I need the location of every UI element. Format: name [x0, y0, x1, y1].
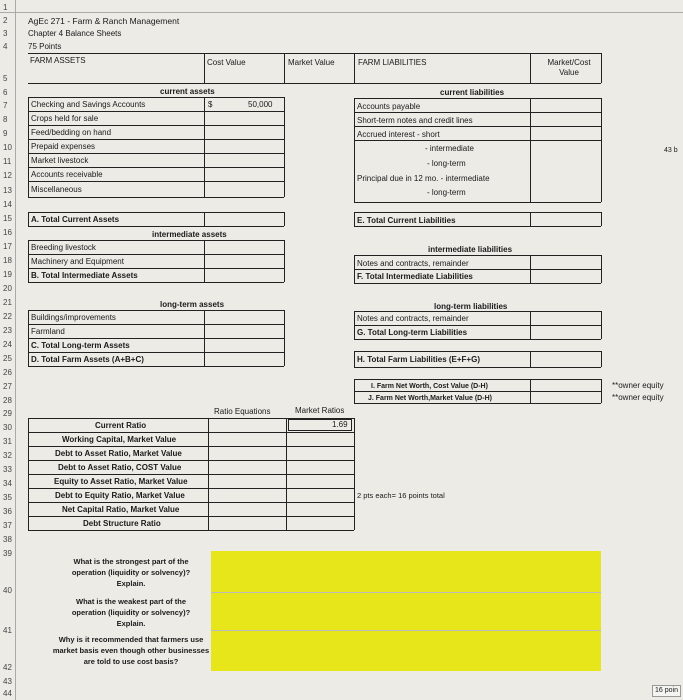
- row-number: 10: [3, 143, 12, 152]
- owner-equity-note: **owner equity: [612, 381, 664, 390]
- total-current-liabilities: E. Total Current Liabilities: [357, 216, 456, 225]
- section-current-assets: current assets: [160, 87, 215, 96]
- grid-line: [28, 139, 284, 140]
- grid-line: [354, 255, 601, 256]
- grid-line: [28, 282, 284, 283]
- grid-line: [28, 310, 284, 311]
- net-worth-cost: I. Farm Net Worth, Cost Value (D-H): [371, 383, 488, 390]
- grid-line: [354, 379, 355, 403]
- row-number: 29: [3, 409, 12, 418]
- dollar-sign: $: [208, 100, 213, 109]
- col-divider: [204, 53, 205, 83]
- grid-line: [530, 212, 531, 226]
- liab-long-term: - long-term: [427, 159, 466, 168]
- grid-line: [204, 97, 205, 197]
- grid-line: [28, 310, 29, 366]
- asset-receivable: Accounts receivable: [31, 170, 103, 179]
- table-border: [28, 83, 601, 84]
- row-number: 44: [3, 689, 12, 698]
- col-divider: [354, 53, 355, 83]
- market-ratios-header: Market Ratios: [295, 406, 345, 415]
- row-header-divider: [15, 0, 16, 700]
- grid-line: [354, 98, 601, 99]
- grid-line: [28, 125, 284, 126]
- total-current-assets: A. Total Current Assets: [31, 215, 120, 224]
- row-number: 16: [3, 228, 12, 237]
- row-number: 8: [3, 115, 8, 124]
- row-number: 38: [3, 535, 12, 544]
- question-strongest: What is the strongest part of the operation (liquidity or solvency)? Explain.: [71, 557, 191, 588]
- ratio-label: Net Capital Ratio, Market Value: [62, 505, 180, 514]
- total-intermediate-assets: B. Total Intermediate Assets: [31, 271, 138, 280]
- grid-line: [28, 197, 284, 198]
- asset-misc: Miscellaneous: [31, 185, 82, 194]
- ratio-label: Working Capital, Market Value: [62, 435, 177, 444]
- grid-line: [354, 311, 355, 339]
- grid-line: [354, 351, 601, 352]
- grid-line: [28, 530, 354, 531]
- asset-livestock: Market livestock: [31, 156, 89, 165]
- row-number: 1: [3, 3, 8, 12]
- grid-line: [354, 351, 355, 367]
- row-number: 35: [3, 493, 12, 502]
- ratio-label: Current Ratio: [95, 421, 147, 430]
- grid-line: [354, 255, 355, 283]
- asset-machinery: Machinery and Equipment: [31, 257, 124, 266]
- question-weakest: What is the weakest part of the operation (liquidity or solvency)? Explain.: [71, 597, 191, 628]
- grid-line: [284, 240, 285, 282]
- total-long-term-liabilities: G. Total Long-term Liabilities: [357, 328, 468, 337]
- checking-value[interactable]: 50,000: [248, 100, 273, 109]
- grid-line: [28, 474, 354, 475]
- grid-line: [28, 111, 284, 112]
- total-farm-assets: D. Total Farm Assets (A+B+C): [31, 355, 144, 364]
- col-divider: [601, 53, 602, 83]
- col-divider: [284, 53, 285, 83]
- row-number: 42: [3, 663, 12, 672]
- answer-box-market-basis[interactable]: [211, 630, 601, 671]
- row-number: 18: [3, 256, 12, 265]
- grid-line: [28, 240, 29, 282]
- row-number: 15: [3, 214, 12, 223]
- col-market-value: Market Value: [288, 58, 335, 67]
- liab-principal: Principal due in 12 mo. - intermediate: [357, 174, 490, 183]
- liab-intermediate: - intermediate: [425, 144, 474, 153]
- row-number: 14: [3, 200, 12, 209]
- grid-line: [28, 97, 29, 197]
- grid-line: [354, 283, 601, 284]
- grid-line: [354, 112, 601, 113]
- grid-line: [28, 153, 284, 154]
- total-farm-liabilities: H. Total Farm Liabilities (E+F+G): [357, 355, 480, 364]
- grid-line: [354, 339, 601, 340]
- row-number: 37: [3, 521, 12, 530]
- ratio-equations-header: Ratio Equations: [214, 407, 271, 416]
- grid-line: [28, 226, 284, 227]
- row-number: 20: [3, 284, 12, 293]
- grid-line: [284, 97, 285, 197]
- grid-line: [28, 516, 354, 517]
- grid-line: [28, 181, 284, 182]
- row-number: 23: [3, 326, 12, 335]
- grid-line: [354, 418, 355, 530]
- grid-line: [28, 240, 284, 241]
- current-ratio-value: 1.69: [332, 420, 348, 429]
- row-number: 36: [3, 507, 12, 516]
- grid-line: [530, 255, 531, 283]
- grid-line: [28, 167, 284, 168]
- grid-line: [28, 418, 29, 530]
- table-border: [28, 53, 601, 54]
- row-number: 40: [3, 586, 12, 595]
- chapter-title: Chapter 4 Balance Sheets: [28, 29, 122, 38]
- liab-payable: Accounts payable: [357, 102, 421, 111]
- row-number: 11: [3, 157, 12, 166]
- question-market-basis: Why is it recommended that farmers use market basis even though other businesses are told to use cost basis?: [52, 635, 210, 666]
- col-farm-liabilities: FARM LIABILITIES: [358, 58, 427, 67]
- owner-equity-note: **owner equity: [612, 393, 664, 402]
- asset-crops: Crops held for sale: [31, 114, 99, 123]
- row-number: 33: [3, 465, 12, 474]
- grid-line: [28, 446, 354, 447]
- row-number: 26: [3, 368, 12, 377]
- row-number: 21: [3, 298, 12, 307]
- asset-buildings: Buildings/improvements: [31, 313, 116, 322]
- grid-line: [28, 366, 284, 367]
- ratio-label: Equity to Asset Ratio, Market Value: [54, 477, 188, 486]
- grid-line: [601, 379, 602, 403]
- liab-short-notes: Short-term notes and credit lines: [357, 116, 473, 125]
- grid-line: [354, 367, 601, 368]
- row-number: 7: [3, 101, 8, 110]
- grid-line: [354, 325, 601, 326]
- grid-line: [28, 212, 284, 213]
- col-cost-value: Cost Value: [207, 58, 246, 67]
- answer-box-weakest[interactable]: [211, 592, 601, 631]
- side-note: 43 b: [664, 147, 678, 154]
- liab-notes-remainder-long: Notes and contracts, remainder: [357, 314, 469, 323]
- row-number: 30: [3, 423, 12, 432]
- grid-line: [28, 268, 284, 269]
- points-corner-label: 16 poin: [652, 685, 681, 697]
- ratio-label: Debt to Equity Ratio, Market Value: [55, 491, 185, 500]
- grid-line: [601, 311, 602, 339]
- grid-line: [354, 379, 601, 380]
- asset-feed: Feed/bedding on hand: [31, 128, 112, 137]
- row-number: 2: [3, 16, 8, 25]
- row-number: 9: [3, 129, 8, 138]
- col-market-cost-value: Market/Cost Value: [547, 58, 591, 77]
- col-farm-assets: FARM ASSETS: [30, 56, 86, 65]
- grid-line: [354, 126, 601, 127]
- grid-line: [601, 255, 602, 283]
- ratio-label: Debt Structure Ratio: [83, 519, 161, 528]
- total-intermediate-liabilities: F. Total Intermediate Liabilities: [357, 272, 473, 281]
- grid-line: [28, 488, 354, 489]
- grid-line: [28, 352, 284, 353]
- grid-line: [601, 212, 602, 226]
- row-number: 22: [3, 312, 12, 321]
- grid-line: [204, 310, 205, 366]
- row-number: 27: [3, 382, 12, 391]
- grid-line: [28, 254, 284, 255]
- row-number: 3: [3, 29, 8, 38]
- row-number: 5: [3, 74, 8, 83]
- row-number: 41: [3, 626, 12, 635]
- net-worth-market: J. Farm Net Worth,Market Value (D-H): [368, 395, 492, 402]
- row-number: 19: [3, 270, 12, 279]
- asset-farmland: Farmland: [31, 327, 65, 336]
- grid-line: [354, 98, 355, 202]
- grid-line: [354, 212, 355, 226]
- total-long-term-assets: C. Total Long-term Assets: [31, 341, 130, 350]
- grid-line: [286, 418, 287, 530]
- grid-line: [28, 97, 284, 98]
- liab-principal-long: - long-term: [427, 188, 466, 197]
- grid-line: [530, 379, 531, 403]
- asset-prepaid: Prepaid expenses: [31, 142, 96, 151]
- row-number: 28: [3, 396, 12, 405]
- grid-line: [204, 212, 205, 226]
- grid-line: [354, 226, 601, 227]
- section-long-term-liabilities: long-term liabilities: [434, 302, 508, 311]
- grid-line: [354, 202, 601, 203]
- grid-line: [354, 311, 601, 312]
- grid-line: [530, 351, 531, 367]
- liab-accrued: Accrued interest - short: [357, 130, 440, 139]
- row-number: 43: [3, 677, 12, 686]
- grid-line: [204, 240, 205, 282]
- ratio-label: Debt to Asset Ratio, COST Value: [58, 463, 182, 472]
- row-number: 24: [3, 340, 12, 349]
- answer-box-strongest[interactable]: [211, 551, 601, 592]
- asset-checking: Checking and Savings Accounts: [31, 100, 146, 109]
- grid-line: [28, 502, 354, 503]
- row-number: 6: [3, 88, 8, 97]
- points-note: 2 pts each= 16 points total: [357, 491, 445, 500]
- grid-line: [530, 98, 531, 202]
- asset-breeding: Breeding livestock: [31, 243, 96, 252]
- grid-line: [530, 311, 531, 339]
- row-divider: [0, 12, 683, 13]
- row-number: 31: [3, 437, 12, 446]
- grid-line: [354, 269, 601, 270]
- section-current-liabilities: current liabilities: [440, 88, 505, 97]
- grid-line: [284, 310, 285, 366]
- row-number: 34: [3, 479, 12, 488]
- row-number: 39: [3, 549, 12, 558]
- section-intermediate-assets: intermediate assets: [152, 230, 227, 239]
- row-number: 25: [3, 354, 12, 363]
- grid-line: [354, 212, 601, 213]
- col-divider: [530, 53, 531, 83]
- ratio-label: Debt to Asset Ratio, Market Value: [55, 449, 182, 458]
- grid-line: [28, 460, 354, 461]
- grid-line: [28, 432, 354, 433]
- grid-line: [284, 212, 285, 226]
- row-number: 4: [3, 42, 8, 51]
- grid-line: [601, 351, 602, 367]
- grid-line: [601, 98, 602, 202]
- grid-line: [28, 212, 29, 226]
- grid-line: [28, 338, 284, 339]
- points-label: 75 Points: [28, 42, 62, 51]
- section-long-term-assets: long-term assets: [160, 300, 225, 309]
- grid-line: [208, 418, 209, 530]
- section-intermediate-liabilities: intermediate liabilities: [428, 245, 513, 254]
- grid-line: [28, 324, 284, 325]
- course-title: AgEc 271 - Farm & Ranch Management: [28, 16, 180, 26]
- row-number: 13: [3, 186, 12, 195]
- row-number: 17: [3, 242, 12, 251]
- liab-notes-remainder: Notes and contracts, remainder: [357, 259, 469, 268]
- row-number: 32: [3, 451, 12, 460]
- grid-line: [354, 140, 601, 141]
- row-number: 12: [3, 171, 12, 180]
